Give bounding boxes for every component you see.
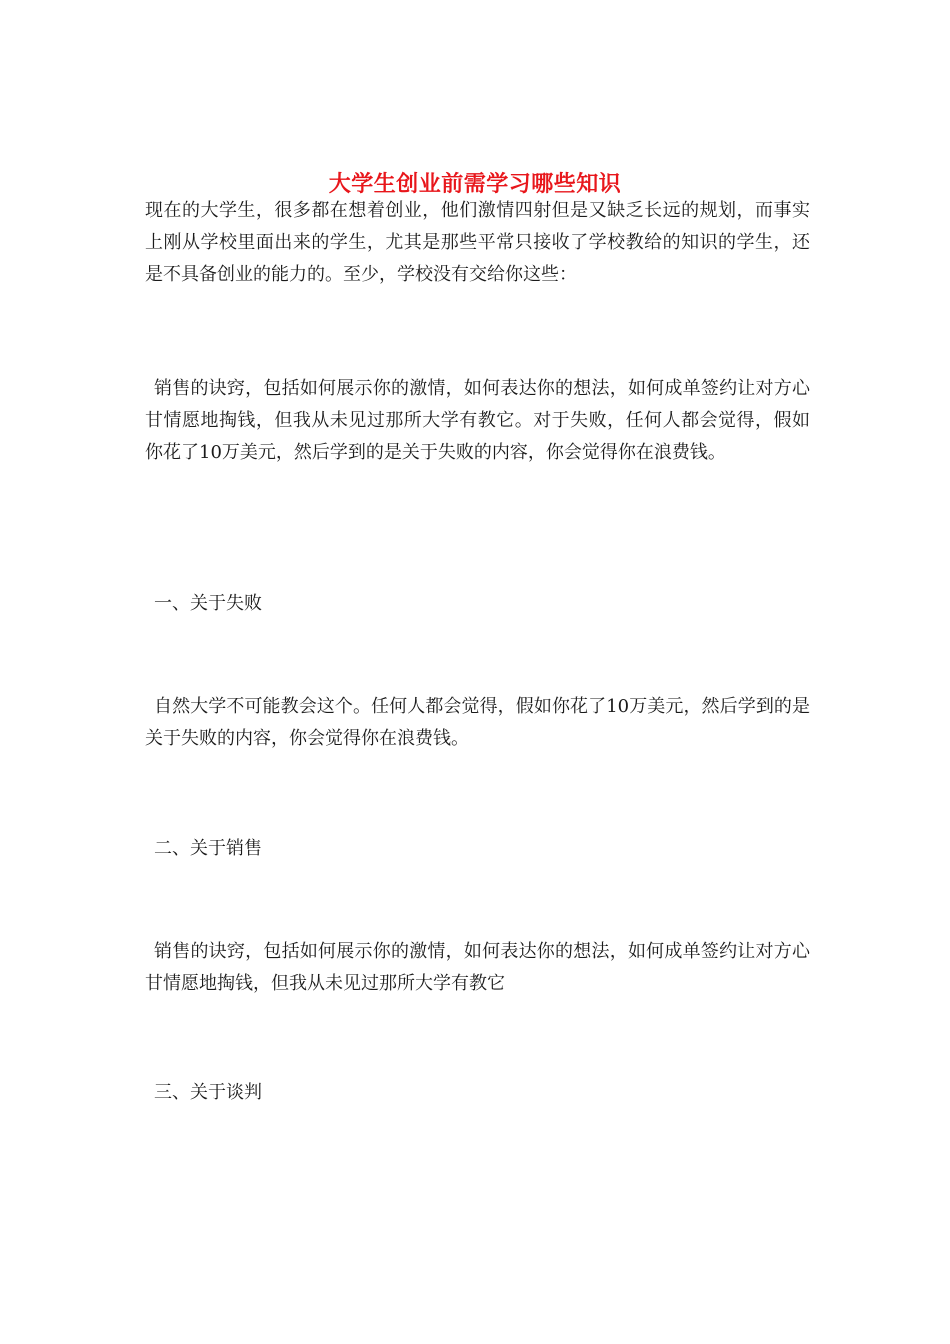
document-title: 大学生创业前需学习哪些知识 [328,170,622,197]
section-heading-sales: 二、关于销售 [154,838,262,859]
sales-paragraph: 销售的诀窍，包括如何展示你的激情，如何表达你的想法，如何成单签约让对方心甘情愿地掏钱，但我从未见过那所大学有教它 [145,941,810,994]
section-heading-negotiation: 三、关于谈判 [154,1082,262,1103]
sales-failure-paragraph: 销售的诀窍，包括如何展示你的激情，如何表达你的想法，如何成单签约让对方心甘情愿地掏钱，但我从未见过那所大学有教它。对于失败，任何人都会觉得，假如你花了10万美元，然后学到的是关于失败的内容，你会觉得你在浪费钱。 [145,378,810,463]
section-heading-failure: 一、关于失败 [154,593,262,614]
intro-paragraph: 现在的大学生，很多都在想着创业，他们激情四射但是又缺乏长远的规划，而事实上刚从学校里面出来的学生，尤其是那些平常只接收了学校教给的知识的学生，还是不具备创业的能力的。至少，学校没有交给你这些： [145,200,810,285]
failure-paragraph: 自然大学不可能教会这个。任何人都会觉得，假如你花了10万美元，然后学到的是关于失败的内容，你会觉得你在浪费钱。 [145,696,810,749]
